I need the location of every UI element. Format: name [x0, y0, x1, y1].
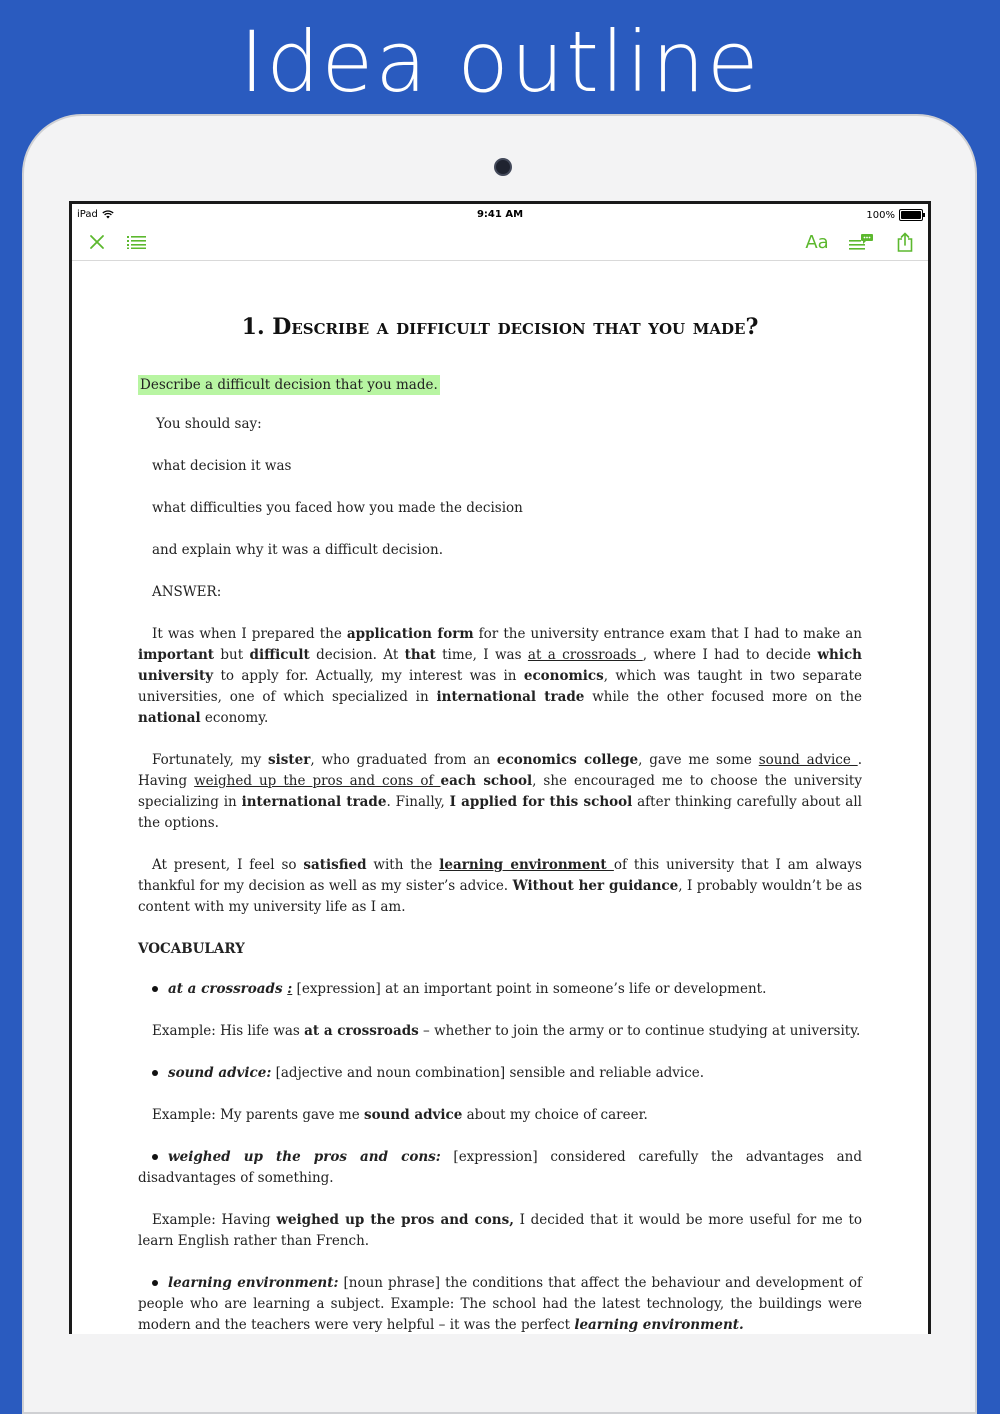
vocab-example: Example: His life was at a crossroads – whether to join the army or to continue studying at university.: [152, 1023, 861, 1039]
vocab-item: sound advice: [adjective and noun combination] sensible and reliable advice.: [138, 1063, 862, 1084]
battery-icon: [899, 209, 923, 221]
vocab-item: weighed up the pros and cons: [expression] considered carefully the advantages and disadvantages of something.: [138, 1149, 862, 1186]
prompt-item: what decision it was: [152, 458, 292, 474]
device-label: iPad: [77, 209, 98, 220]
font-settings-button[interactable]: [804, 230, 830, 254]
list-icon: [127, 235, 147, 249]
vocab-item: learning environment: [noun phrase] the conditions that affect the behaviour and development of people who are learning a subject. Example: The school had the latest technology, the buildings were modern and the teachers were very helpful – it was the perfect learning environment.: [138, 1275, 862, 1333]
answer-paragraph-2: Fortunately, my sister, who graduated from an economics college, gave me some sound advice . Having weighed up the pros and cons of each school, she encouraged me to choose the university specializing in international trade. Finally, I applied for this school after thinking carefully about all the options.: [138, 752, 862, 831]
answer-paragraph-1: It was when I prepared the application form for the university entrance exam that I had to make an important but difficult decision. At that time, I was at a crossroads , where I had to decide which university to apply for. Actually, my interest was in economics, which was taught in two separate universities, one of which specialized in international trade while the other focused more on the national economy.: [138, 626, 863, 726]
notes-icon: [849, 233, 873, 251]
app-screen: [69, 201, 931, 1334]
notes-button[interactable]: [848, 230, 874, 254]
vocab-example: Example: My parents gave me sound advice about my choice of career.: [152, 1107, 648, 1123]
battery-percent: 100%: [866, 209, 895, 221]
promo-banner: [0, 0, 1000, 120]
prompt-item: and explain why it was a difficult decision.: [152, 542, 443, 558]
close-icon: [89, 234, 105, 250]
status-bar: [72, 204, 928, 224]
banner-title: Idea outline: [239, 13, 761, 111]
vocab-item: at a crossroads : [expression] at an important point in someone’s life or development.: [138, 979, 862, 1000]
reader-toolbar: [72, 224, 928, 261]
vocabulary-heading: VOCABULARY: [138, 941, 245, 957]
share-icon: [897, 232, 913, 252]
document-content: [72, 313, 928, 1334]
share-button[interactable]: [894, 230, 916, 254]
close-button[interactable]: [86, 230, 108, 254]
document-title: 1. Describe a difficult decision that you made?: [241, 314, 759, 340]
outline-button[interactable]: [126, 230, 148, 254]
vocab-example: Example: Having weighed up the pros and cons, I decided that it would be more useful for me to learn English rather than French.: [138, 1212, 863, 1249]
prompt-item: what difficulties you faced how you made the decision: [152, 500, 523, 516]
answer-paragraph-3: At present, I feel so satisfied with the learning environment of this university that I am always thankful for my decision as well as my sister’s advice. Without her guidance, I probably wouldn’t be as content with my university life as I am.: [138, 857, 862, 915]
you-should-say: You should say:: [156, 416, 262, 432]
status-time: 9:41 AM: [476, 209, 524, 220]
font-size-icon: Aa: [805, 231, 829, 253]
camera: [494, 158, 512, 176]
answer-label: ANSWER:: [152, 584, 222, 600]
highlighted-text[interactable]: Describe a difficult decision that you made.: [140, 377, 438, 393]
